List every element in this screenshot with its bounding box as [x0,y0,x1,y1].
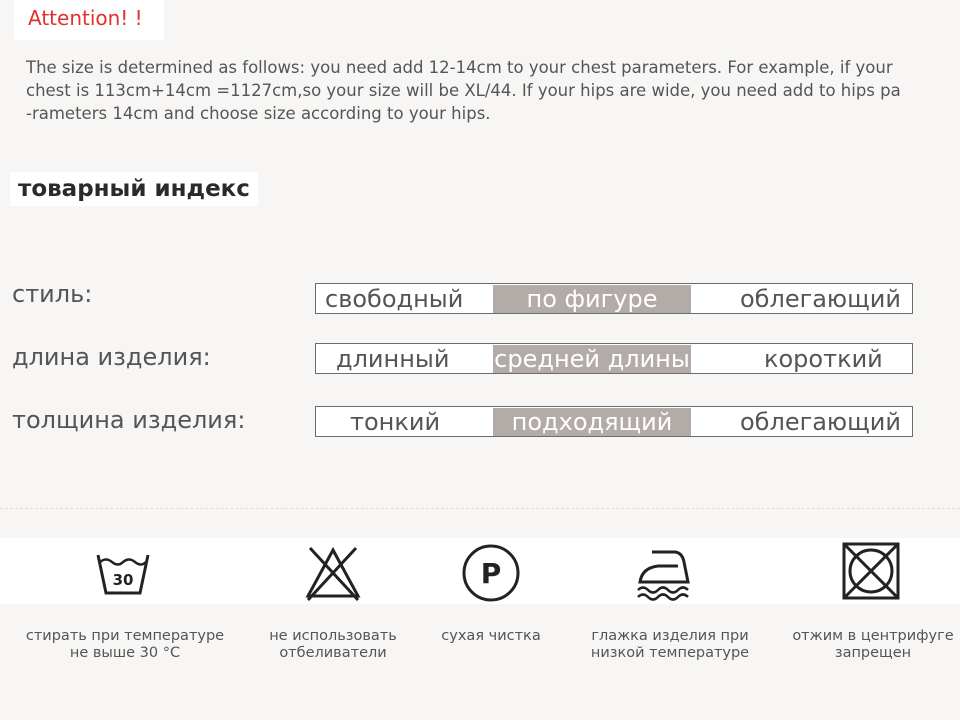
length-option-long: длинный [336,345,450,373]
care-caption-wash [20,628,230,662]
size-note-line: The size is determined as follows: you need add 12-14cm to your chest parameters. For example, if your [26,58,893,77]
size-note-line: -rameters 14cm and choose size according to your hips. [26,104,491,123]
no-spin-dry-icon [776,538,960,604]
care-caption-line: не использовать [269,628,397,644]
thickness-scale [315,406,913,437]
care-caption-line: не выше 30 °C [69,645,181,661]
care-caption-line: низкой температуре [590,645,750,661]
style-option-loose: свободный [325,285,464,313]
care-caption-line: сухая чистка [441,628,541,644]
length-option-short: короткий [764,345,883,373]
dry-clean-p-icon [396,538,586,604]
product-index-title: товарный индекс [10,172,258,206]
care-caption-line: запрещен [834,645,912,661]
care-caption-line: глажка изделия при [591,628,749,644]
style-option-fitted: по фигуре [493,285,691,313]
length-label: длина изделия: [12,343,211,371]
size-note-line: chest is 113cm+14cm =1127cm,so your size will be XL/44. If your hips are wide, you need add to hips pa [26,81,901,100]
care-caption-spin [768,628,960,662]
length-scale [315,343,913,374]
thickness-option-suitable: подходящий [493,408,691,436]
care-caption-line: отжим в центрифуге [792,628,954,644]
style-label: стиль: [12,280,93,308]
thickness-label: толщина изделия: [12,406,246,434]
size-note [26,56,906,125]
wash-30-icon [28,538,218,604]
care-caption-line: отбеливатели [279,645,387,661]
thickness-option-thin: тонкий [350,408,441,436]
care-caption-iron [565,628,775,662]
iron-low-icon [570,538,760,604]
style-scale [315,283,913,314]
care-caption-line: стирать при температуре [25,628,225,644]
style-option-tight: облегающий [740,285,901,313]
section-divider [0,508,960,509]
wash-temp-text: 30 [112,571,134,589]
attention-heading: Attention! ! [28,6,143,30]
thickness-option-tight: облегающий [740,408,901,436]
length-option-medium: средней длины [494,345,690,373]
dry-clean-letter: P [480,557,502,590]
